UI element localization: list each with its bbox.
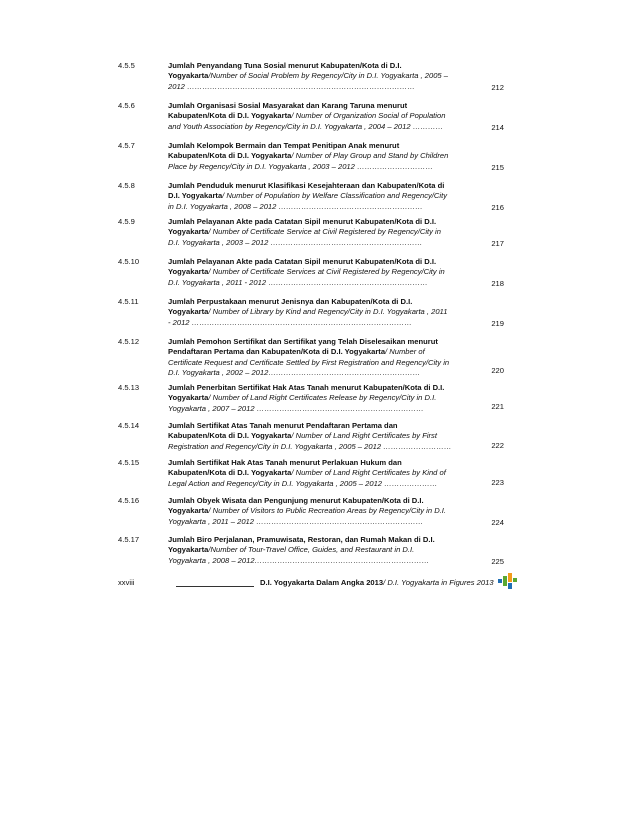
entry-title-line: Jumlah Perpustakaan menurut Jenisnya dan Kabupaten/Kota di D.I. xyxy=(168,297,413,306)
entry-page-number: 217 xyxy=(491,239,504,248)
logo-square xyxy=(508,583,512,589)
entry-english-cont: Place by Regency/City in D.I. Yogyakarta , 2003 – 2012 ………………………… xyxy=(168,161,433,171)
entry-page-number: 224 xyxy=(491,518,504,527)
entry-number: 4.5.16 xyxy=(118,496,140,505)
entry-title-bold: Kabupaten/Kota di D.I. Yogyakarta xyxy=(168,111,292,121)
entry-title-bold: D.I. Yogyakarta xyxy=(168,191,223,201)
entry-english-title: / Number of Population by Welfare Classification and Regency/City xyxy=(222,191,447,201)
logo-square xyxy=(498,579,502,583)
entry-number: 4.5.14 xyxy=(118,421,140,430)
entry-english-cont: and Youth Association by Regency/City in D.I. Yogyakarta , 2004 – 2012 ………… xyxy=(168,121,444,131)
entry-page-number: 216 xyxy=(491,203,504,212)
logo-square xyxy=(503,576,507,586)
entry-english-cont: Legal Action and Regency/City in D.I. Yogyakarta , 2005 – 2012 ………………… xyxy=(168,478,438,488)
entry-english-cont: D.I. Yogyakarta , 2002 – 2012…………………………………………………… xyxy=(168,368,421,378)
entry-title-bold: Yogyakarta xyxy=(168,506,209,516)
entry-number: 4.5.13 xyxy=(118,383,140,392)
entry-number: 4.5.11 xyxy=(118,297,139,306)
entry-english-title: / Number of Visitors to Public Recreation Areas by Regency/City in D.I. xyxy=(208,506,447,516)
entry-english-cont: Certificate Request and Certificate Settled by First Registration and Regency/City in xyxy=(168,357,450,367)
entry-english-title: / Number of Organization Social of Population xyxy=(291,111,446,121)
entry-english-title: /Number of Social Problem by Regency/City in D.I. Yogyakarta , 2005 – xyxy=(208,71,448,81)
entry-text xyxy=(168,421,468,452)
entry-text xyxy=(168,535,468,566)
entry-title-bold: Yogyakarta xyxy=(168,393,209,403)
entry-text xyxy=(168,101,468,132)
entry-number: 4.5.5 xyxy=(118,61,135,70)
entry-english-title: /Number of Tour-Travel Office, Guides, and Restaurant in D.I. xyxy=(208,545,415,555)
entry-english-title: / Number of Land Right Certificates Release by Regency/City in D.I. xyxy=(208,393,437,403)
entry-title-bold: Kabupaten/Kota di D.I. Yogyakarta xyxy=(168,151,292,161)
footer-rule xyxy=(176,586,254,587)
entry-title-line: Jumlah Penerbitan Sertifikat Hak Atas Tanah menurut Kabupaten/Kota di D.I. xyxy=(168,383,445,392)
page-number-roman: xxviii xyxy=(118,578,135,587)
logo-square xyxy=(513,578,517,582)
entry-title-line: Jumlah Obyek Wisata dan Pengunjung menurut Kabupaten/Kota di D.I. xyxy=(168,496,424,505)
entry-title-bold: Yogyakarta xyxy=(168,307,209,317)
entry-english-cont: D.I. Yogyakarta , 2011 - 2012 ……………………………………………………… xyxy=(168,277,428,287)
entry-text xyxy=(168,181,468,212)
entry-page-number: 221 xyxy=(491,402,504,411)
entry-english-cont: Yogyakarta , 2011 – 2012 ………………………………………………………… xyxy=(168,516,424,526)
entry-page-number: 214 xyxy=(491,123,504,132)
entry-page-number: 220 xyxy=(491,366,504,375)
entry-title-bold: Yogyakarta xyxy=(168,71,209,81)
entry-page-number: 223 xyxy=(491,478,504,487)
entry-english-cont: in D.I. Yogyakarta , 2008 – 2012 ………………………………………………… xyxy=(168,201,423,211)
bps-logo-icon xyxy=(497,570,519,592)
logo-square xyxy=(508,573,512,582)
entry-english-cont: Registration and Regency/City in D.I. Yogyakarta , 2005 – 2012 ……………………… xyxy=(168,441,452,451)
entry-text xyxy=(168,383,468,414)
entry-page-number: 225 xyxy=(491,557,504,566)
entry-text xyxy=(168,297,468,328)
entry-title-line: Jumlah Sertifikat Hak Atas Tanah menurut Perlakuan Hukum dan xyxy=(168,458,402,467)
entry-number: 4.5.15 xyxy=(118,458,140,467)
entry-english-title: / Number of Certificate Services at Civil Registered by Regency/City in xyxy=(208,267,445,277)
entry-text xyxy=(168,61,468,92)
entry-page-number: 215 xyxy=(491,163,504,172)
entry-title-bold: Pendaftaran Pertama dan Kabupaten/Kota di D.I. Yogyakarta xyxy=(168,347,386,357)
entry-title-line: Jumlah Pelayanan Akte pada Catatan Sipil menurut Kabupaten/Kota di D.I. xyxy=(168,257,437,266)
entry-title-line: Jumlah Organisasi Sosial Masyarakat dan Karang Taruna menurut xyxy=(168,101,408,110)
entry-page-number: 222 xyxy=(491,441,504,450)
entry-english-cont: 2012 ……………………………………………………………………………… xyxy=(168,81,415,91)
entry-title-line: Jumlah Sertifikat Atas Tanah menurut Pendaftaran Pertama dan xyxy=(168,421,398,430)
entry-title-bold: Kabupaten/Kota di D.I. Yogyakarta xyxy=(168,431,292,441)
footer-title-bold: D.I. Yogyakarta Dalam Angka 2013 xyxy=(260,578,384,587)
entry-text xyxy=(168,257,468,288)
entry-english-title: / Number of Land Right Certificates by Kind of xyxy=(291,468,446,478)
entry-text xyxy=(168,337,468,379)
entry-english-title: / Number of Certificate Service at Civil Registered by Regency/City in xyxy=(208,227,441,237)
entry-title-line: Jumlah Penduduk menurut Klasifikasi Kesejahteraan dan Kabupaten/Kota di xyxy=(168,181,445,190)
entry-english-title: / Number of xyxy=(385,347,425,357)
entry-number: 4.5.7 xyxy=(118,141,135,150)
entry-text xyxy=(168,217,468,248)
entry-title-line: Jumlah Pelayanan Akte pada Catatan Sipil menurut Kabupaten/Kota di D.I. xyxy=(168,217,437,226)
entry-english-cont: D.I. Yogyakarta , 2003 – 2012 …………………………………………………… xyxy=(168,237,423,247)
entry-title-line: Jumlah Kelompok Bermain dan Tempat Penitipan Anak menurut xyxy=(168,141,400,150)
entry-title-line: Jumlah Biro Perjalanan, Pramuwisata, Restoran, dan Rumah Makan di D.I. xyxy=(168,535,435,544)
entry-number: 4.5.17 xyxy=(118,535,140,544)
entry-title-bold: Yogyakarta xyxy=(168,267,209,277)
entry-english-title: / Number of Library by Kind and Regency/City in D.I. Yogyakarta , 2011 xyxy=(208,307,448,317)
footer-title-italic: / D.I. Yogyakarta in Figures 2013 xyxy=(383,578,494,587)
entry-number: 4.5.12 xyxy=(118,337,140,346)
entry-text xyxy=(168,458,468,489)
entry-english-title: / Number of Land Right Certificates by First xyxy=(291,431,437,441)
entry-english-title: / Number of Play Group and Stand by Children xyxy=(291,151,449,161)
entry-text xyxy=(168,141,468,172)
entry-page-number: 219 xyxy=(491,319,504,328)
footer-title xyxy=(260,578,494,587)
entry-title-bold: Yogyakarta xyxy=(168,545,209,555)
entry-text xyxy=(168,496,468,527)
entry-page-number: 212 xyxy=(491,83,504,92)
entry-title-line: Jumlah Penyandang Tuna Sosial menurut Kabupaten/Kota di D.I. xyxy=(168,61,402,70)
entry-english-cont: Yogyakarta , 2007 – 2012 ………………………………………………………… xyxy=(168,403,424,413)
entry-title-line: Jumlah Pemohon Sertifikat dan Sertifikat yang Telah Diselesaikan menurut xyxy=(168,337,438,346)
entry-number: 4.5.6 xyxy=(118,101,135,110)
entry-number: 4.5.9 xyxy=(118,217,135,226)
entry-number: 4.5.10 xyxy=(118,257,140,266)
entry-english-cont: - 2012 …………………………………………………………………………… xyxy=(168,317,412,327)
entry-number: 4.5.8 xyxy=(118,181,135,190)
entry-page-number: 218 xyxy=(491,279,504,288)
entry-english-cont: Yogyakarta , 2008 – 2012…………………………………………………………… xyxy=(168,555,430,565)
entry-title-bold: Yogyakarta xyxy=(168,227,209,237)
entry-title-bold: Kabupaten/Kota di D.I. Yogyakarta xyxy=(168,468,292,478)
